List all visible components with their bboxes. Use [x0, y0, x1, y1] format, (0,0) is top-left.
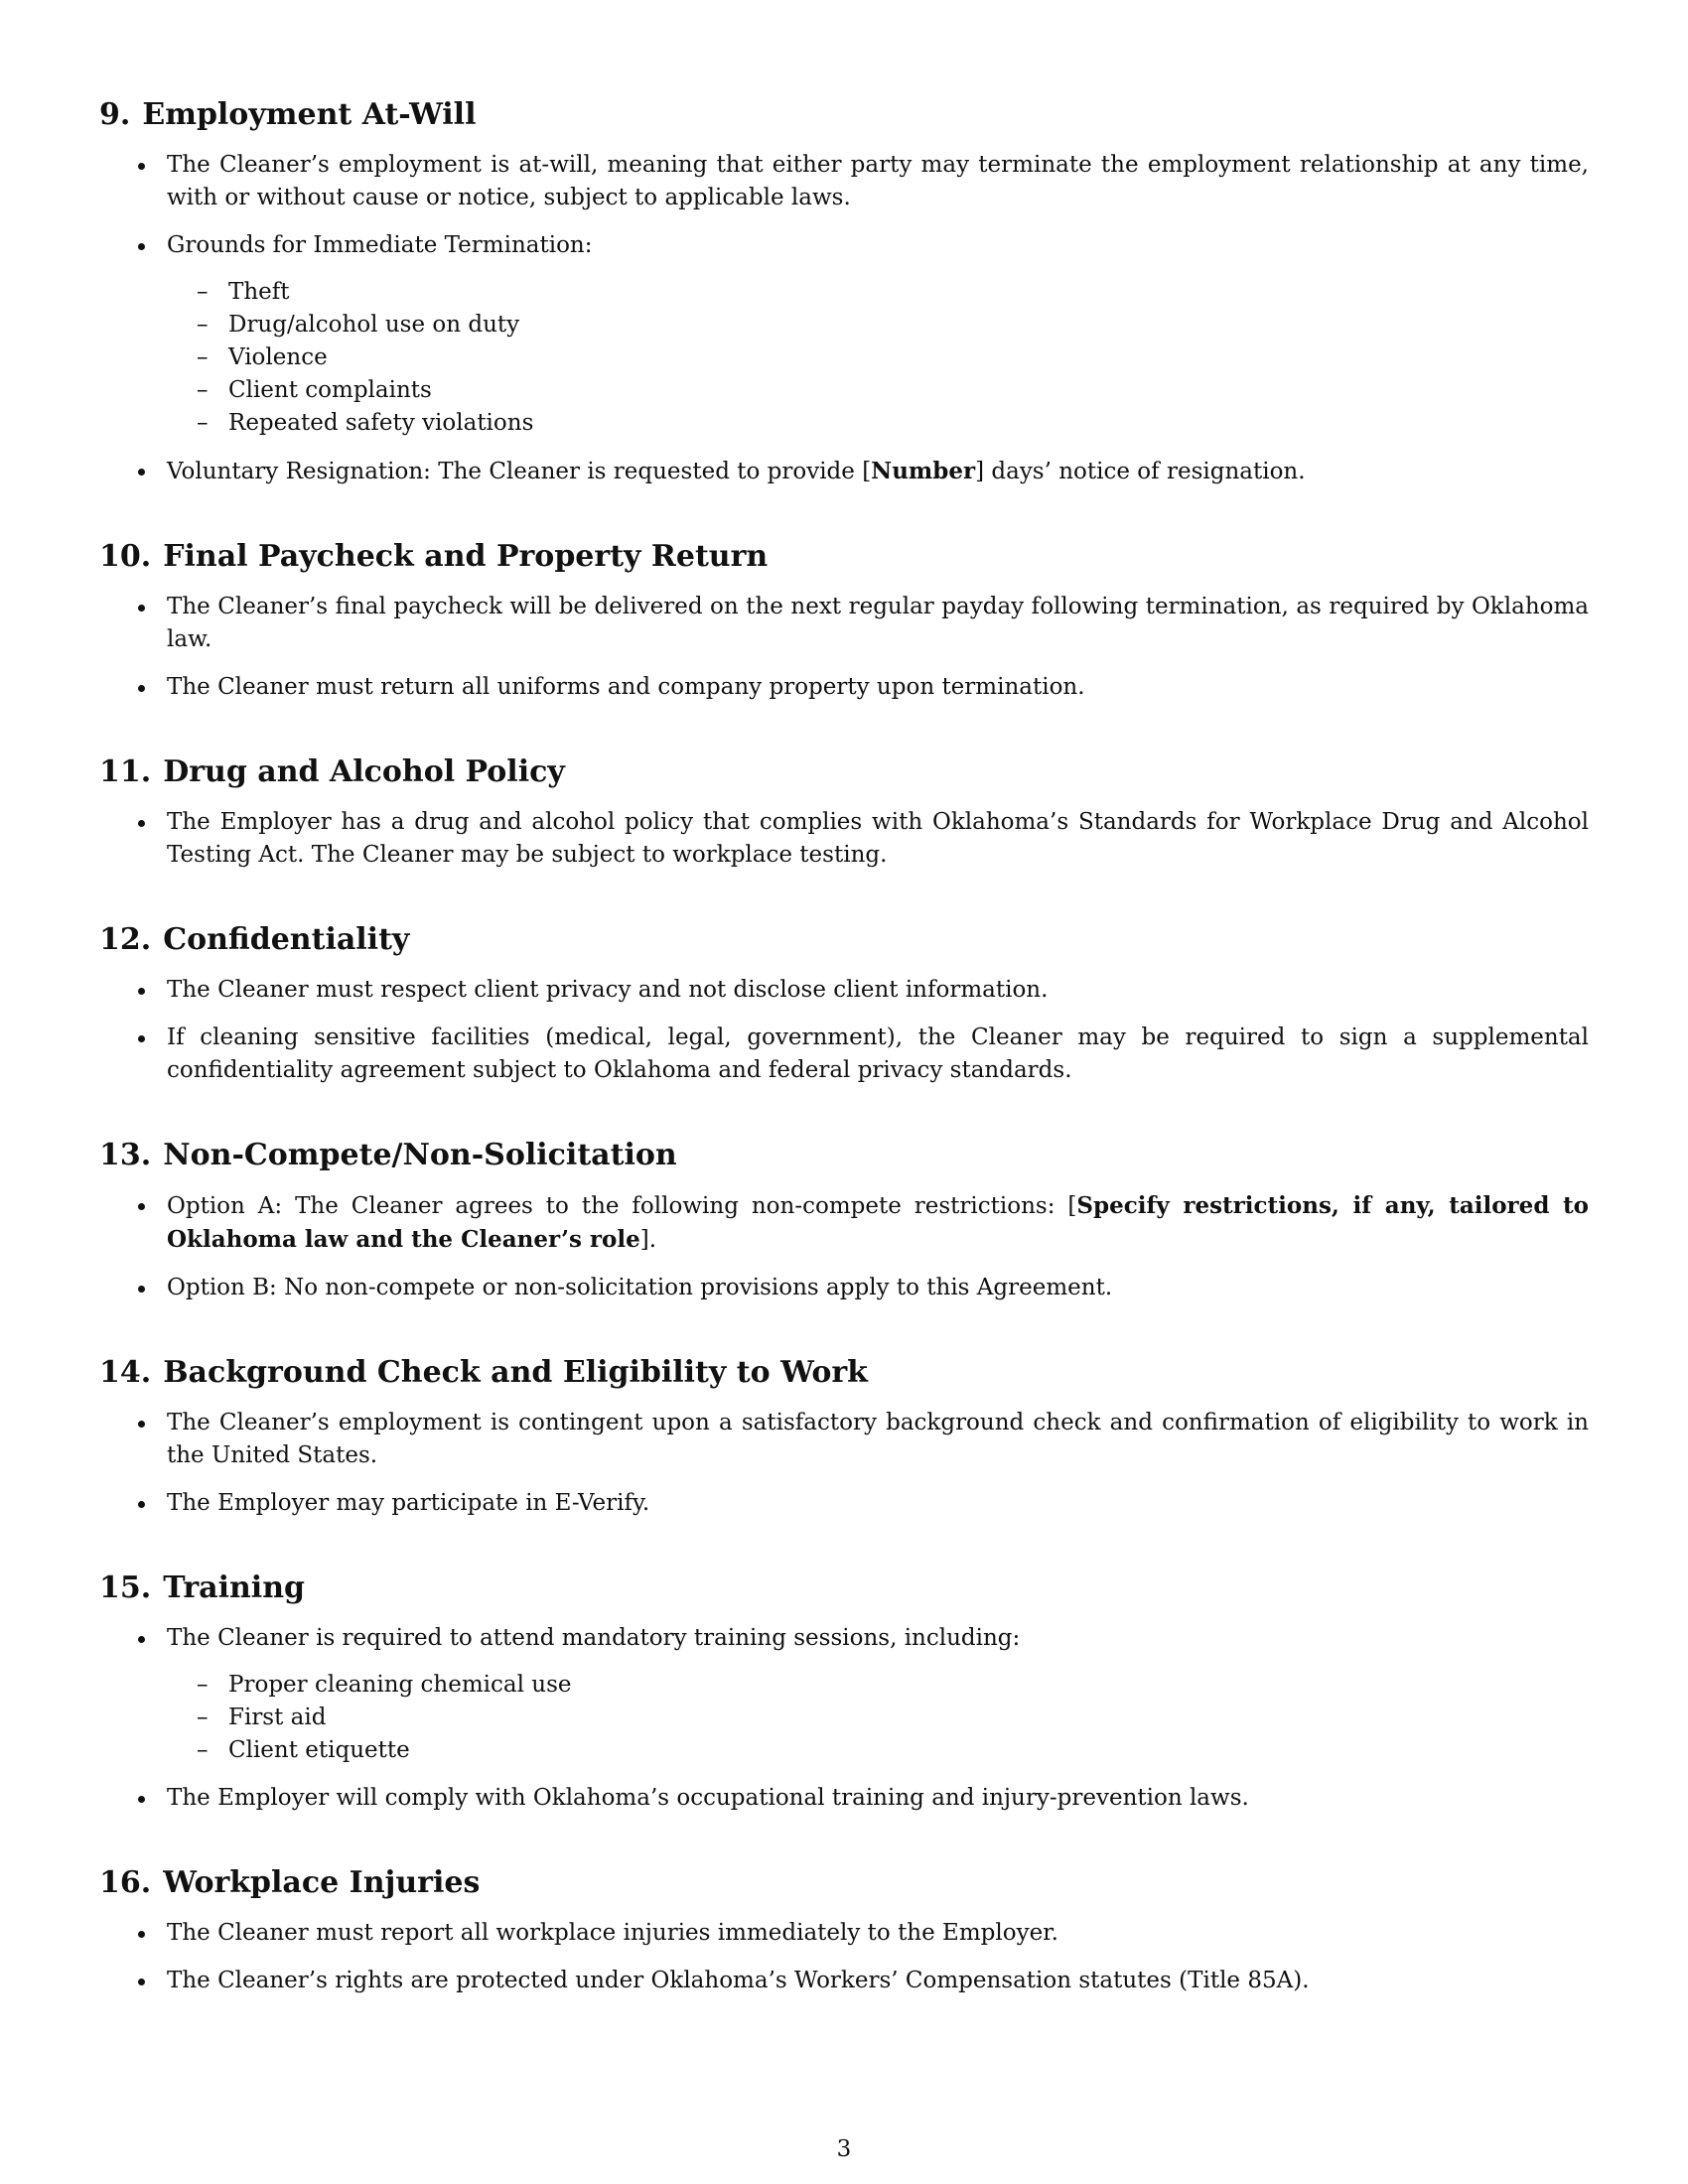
sub-list-item: – Client etiquette: [167, 1734, 1589, 1767]
section-heading: 9. Employment At-Will: [99, 97, 477, 132]
section-background-check: [99, 1353, 1589, 1520]
section-non-compete: [99, 1136, 1589, 1304]
section-heading: 10. Final Paycheck and Property Return: [99, 539, 769, 574]
sub-list-item: – Client complaints: [167, 374, 1589, 407]
list-item: The Cleaner must report all workplace injuries immediately to the Employer.: [99, 1917, 1589, 1950]
list-item: Voluntary Resignation: The Cleaner is requested to provide [Number] days’ notice of resignation.: [99, 455, 1589, 488]
section-heading: 13. Non-Compete/Non-Solicitation: [99, 1138, 677, 1172]
sub-list-item: – First aid: [167, 1702, 1589, 1734]
list-item: The Cleaner must return all uniforms and company property upon termination.: [99, 671, 1589, 704]
list-item: Option A: The Cleaner agrees to the following non-compete restrictions: [Specify restrictions, if any, tailored to Oklahoma law and the Cleaner’s role].: [99, 1189, 1589, 1257]
list-item: The Cleaner’s rights are protected under Oklahoma’s Workers’ Compensation statutes (Title 85A).: [99, 1965, 1589, 1997]
section-heading: 14. Background Check and Eligibility to Work: [99, 1355, 868, 1390]
section-final-paycheck: [99, 537, 1589, 704]
section-heading: 12. Confidentiality: [99, 922, 410, 957]
section-confidentiality: [99, 920, 1589, 1087]
list-item: The Cleaner is required to attend mandatory training sessions, including: – Proper cleaning chemical use – First aid – Client etiquette: [99, 1622, 1589, 1767]
sub-list-item: – Repeated safety violations: [167, 407, 1589, 440]
page-number: 3: [836, 2136, 852, 2162]
sub-list-item: – Proper cleaning chemical use: [167, 1669, 1589, 1702]
section-heading: 16. Workplace Injuries: [99, 1865, 481, 1900]
list-item: The Employer will comply with Oklahoma’s occupational training and injury-prevention laws.: [99, 1782, 1589, 1815]
list-item: Grounds for Immediate Termination: – Theft – Drug/alcohol use on duty – Violence – Client complaints – Repeated safety violations: [99, 229, 1589, 440]
section-training: [99, 1569, 1589, 1815]
section-drug-alcohol-policy: [99, 752, 1589, 872]
section-heading: 15. Training: [99, 1570, 305, 1605]
list-item: Option B: No non-compete or non-solicitation provisions apply to this Agreement.: [99, 1272, 1589, 1304]
list-item: The Cleaner’s final paycheck will be delivered on the next regular payday following termination, as required by Oklahoma law.: [99, 591, 1589, 656]
list-item: If cleaning sensitive facilities (medical, legal, government), the Cleaner may be required to sign a supplemental confidentiality agreement subject to Oklahoma and federal privacy standards.: [99, 1022, 1589, 1087]
section-heading: 11. Drug and Alcohol Policy: [99, 754, 565, 789]
sub-list-item: – Drug/alcohol use on duty: [167, 309, 1589, 341]
section-workplace-injuries: [99, 1863, 1589, 1997]
list-item: The Cleaner must respect client privacy and not disclose client information.: [99, 974, 1589, 1007]
list-item: The Employer may participate in E-Verify.: [99, 1487, 1589, 1520]
section-employment-at-will: [99, 95, 1589, 488]
sub-list-item: – Violence: [167, 341, 1589, 374]
list-item: The Cleaner’s employment is at-will, meaning that either party may terminate the employment relationship at any time, with or without cause or notice, subject to applicable laws.: [99, 149, 1589, 214]
list-item: The Cleaner’s employment is contingent upon a satisfactory background check and confirmation of eligibility to work in the United States.: [99, 1407, 1589, 1472]
sub-list-item: – Theft: [167, 276, 1589, 309]
document-page: [99, 95, 1589, 2012]
list-item: The Employer has a drug and alcohol policy that complies with Oklahoma’s Standards for Workplace Drug and Alcohol Testing Act. The Cleaner may be subject to workplace testing.: [99, 806, 1589, 872]
